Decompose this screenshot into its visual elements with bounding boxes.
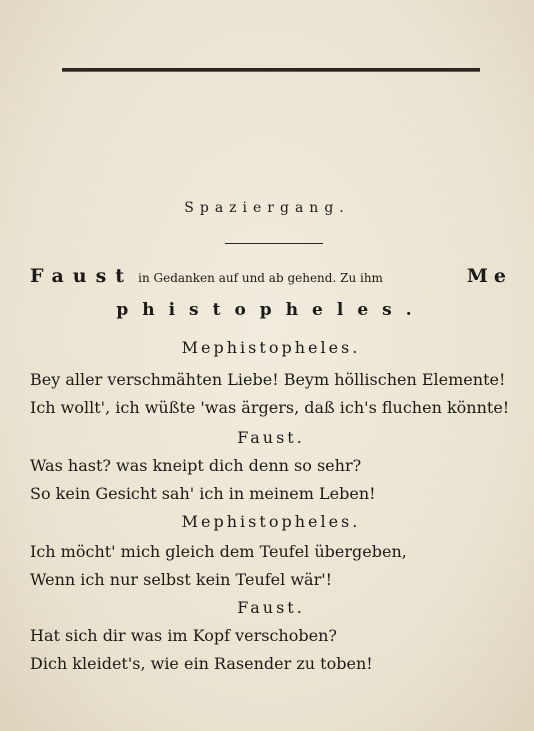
verse-line: Bey aller verschmähten Liebe! Beym höllischen Elemente! [30,370,506,389]
heading-rule [225,243,323,244]
speaker-label: Faust. [237,598,305,617]
verse-line: Hat sich dir was im Kopf verschoben? [30,626,337,645]
stage-direction-action: in Gedanken auf und ab gehend. Zu ihm [138,271,383,285]
stage-direction-name: Faust [30,265,134,287]
verse-line: Ich möcht' mich gleich dem Teufel übergeben, [30,542,407,561]
speaker-label: Faust. [237,428,305,447]
verse-line: Wenn ich nur selbst kein Teufel wär'! [30,570,333,589]
verse-line: Ich wollt', ich wüßte 'was ärgers, daß ich's fluchen könnte! [30,398,510,417]
stage-direction-name-start: Me [466,265,512,287]
speaker-label: Mephistopheles. [181,512,361,531]
stage-direction-line [30,266,512,288]
speaker-label: Mephistopheles. [181,338,361,357]
stage-direction-name-end: phistopheles. [116,300,426,320]
scene-heading: Spaziergang. [184,200,350,216]
verse-line: Dich kleidet's, wie ein Rasender zu toben! [30,654,373,673]
verse-line: So kein Gesicht sah' ich in meinem Leben! [30,484,376,503]
top-rule [62,68,480,72]
verse-line: Was hast? was kneipt dich denn so sehr? [30,456,362,475]
